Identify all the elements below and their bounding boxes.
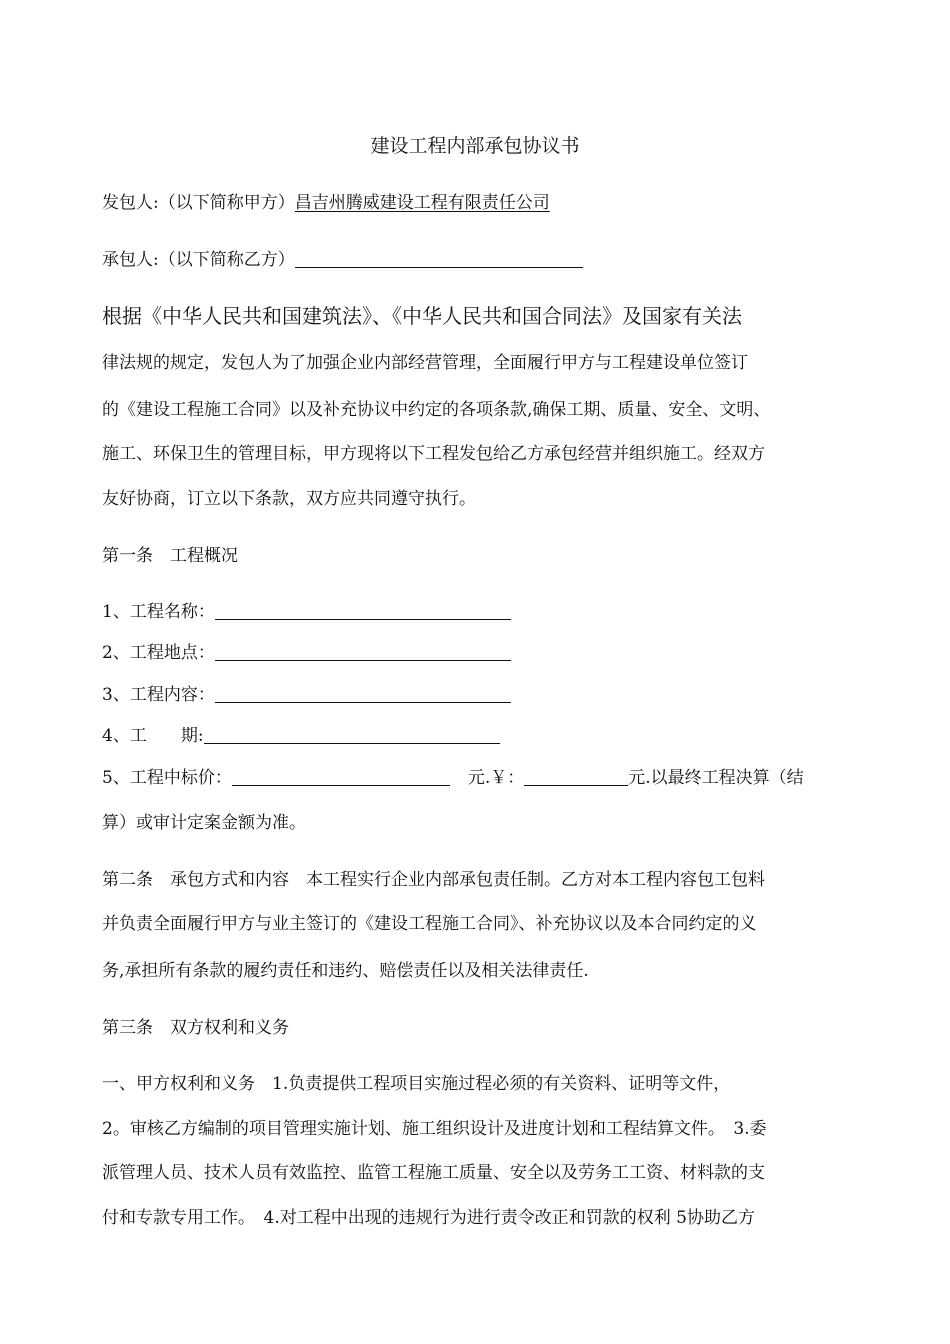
project-name-blank [215, 601, 511, 620]
party-b-label: 承包人:（以下简称乙方） [102, 250, 295, 270]
project-location-blank [215, 642, 511, 661]
party-a-label: 发包人:（以下简称甲方） [102, 193, 295, 213]
article-2-line-3: 务,承担所有条款的履约责任和违约、赔偿责任以及相关法律责任. [102, 961, 589, 981]
article-1-heading: 第一条 工程概况 [102, 546, 238, 566]
article-3-line-4: 付和专款专用工作。 4.对工程中出现的违规行为进行责令改正和罚款的权利 5协助乙方 [102, 1208, 755, 1228]
bid-price-label: 5、工程中标价： [102, 768, 232, 788]
bid-price-tail: 元.以最终工程决算（结 [628, 768, 804, 788]
project-location-label: 2、工程地点： [102, 643, 215, 663]
document-title: 建设工程内部承包协议书 [370, 135, 580, 157]
party-b-blank [295, 249, 583, 268]
project-content-blank [215, 684, 511, 703]
party-b-line [102, 245, 583, 270]
project-content-label: 3、工程内容： [102, 685, 215, 705]
project-content-line [102, 680, 511, 705]
bid-price-line [102, 763, 804, 788]
preamble-line-1: 根据《中华人民共和国建筑法》、《中华人民共和国合同法》及国家有关法 [102, 304, 742, 328]
project-name-line [102, 597, 511, 622]
article-2-line-2: 并负责全面履行甲方与业主签订的《建设工程施工合同》、补充协议以及本合同约定的义 [102, 914, 757, 934]
article-3-line-1: 一、甲方权利和义务 1.负责提供工程项目实施过程必须的有关资料、证明等文件， [102, 1074, 731, 1094]
party-a-name: 昌吉州腾威建设工程有限责任公司 [294, 193, 550, 213]
article-3-heading: 第三条 双方权利和义务 [102, 1018, 289, 1038]
article-2-line-1: 第二条 承包方式和内容 本工程实行企业内部承包责任制。乙方对本工程内容包工包料 [102, 870, 765, 890]
bid-price-figure-blank [524, 767, 628, 786]
preamble-line-4: 施工、环保卫生的管理目标，甲方现将以下工程发包给乙方承包经营并组织施工。经双方 [102, 444, 765, 464]
project-location-line [102, 638, 511, 663]
article-3-line-2: 2。审核乙方编制的项目管理实施计划、施工组织设计及进度计划和工程结算文件。 3.委 [102, 1119, 767, 1139]
preamble-line-3: 的《建设工程施工合同》以及补充协议中约定的各项条款,确保工期、质量、安全、文明、 [102, 400, 771, 420]
project-period-line [102, 721, 500, 746]
project-period-blank [204, 725, 500, 744]
article-3-line-3: 派管理人员、技术人员有效监控、监管工程施工质量、安全以及劳务工工资、材料款的支 [102, 1163, 765, 1183]
bid-price-blank [232, 767, 450, 786]
project-name-label: 1、工程名称： [102, 602, 215, 622]
preamble-line-2: 律法规的规定，发包人为了加强企业内部经营管理，全面履行甲方与工程建设单位签订 [102, 353, 748, 373]
bid-price-continuation: 算）或审计定案金额为准。 [102, 813, 306, 833]
bid-price-unit: 元.￥： [467, 768, 525, 788]
preamble-line-5: 友好协商，订立以下条款，双方应共同遵守执行。 [102, 489, 476, 509]
project-period-label: 4、工 期: [102, 726, 204, 746]
party-a-line [102, 188, 550, 213]
